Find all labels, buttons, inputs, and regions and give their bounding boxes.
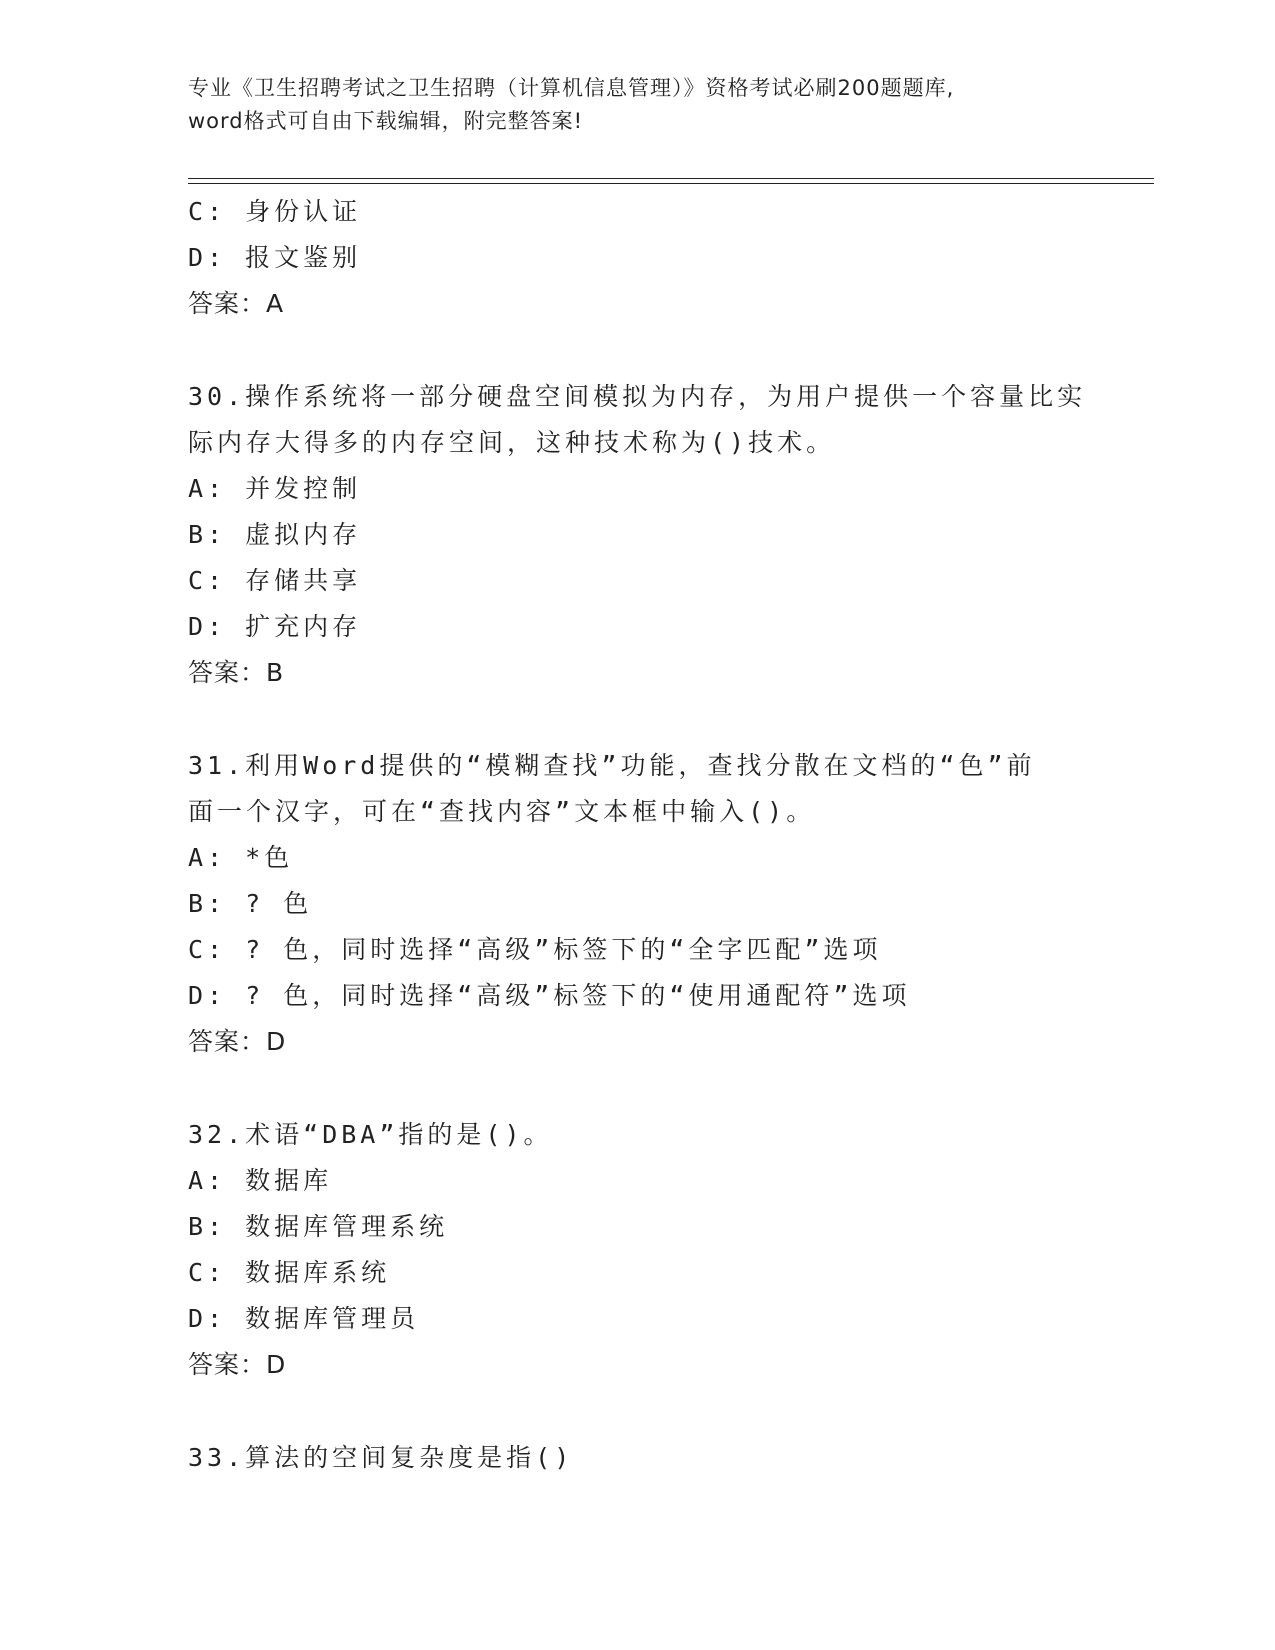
answer: 答案：D bbox=[188, 1350, 287, 1379]
option-c: C: ? 色，同时选择“高级”标签下的“全字匹配”选项 bbox=[188, 935, 882, 964]
header-divider-top bbox=[188, 178, 1154, 179]
spacer bbox=[188, 1388, 1148, 1435]
option-d: D: ? 色，同时选择“高级”标签下的“使用通配符”选项 bbox=[188, 981, 911, 1010]
spacer bbox=[188, 1065, 1148, 1112]
option-d: D: 数据库管理员 bbox=[188, 1304, 420, 1333]
option-a: A: 并发控制 bbox=[188, 474, 362, 503]
question-32 bbox=[188, 1112, 1148, 1388]
document-header bbox=[188, 72, 1088, 138]
question-29-tail bbox=[188, 189, 1148, 327]
option-c: C: 存储共享 bbox=[188, 566, 362, 595]
question-33 bbox=[188, 1435, 1148, 1481]
spacer bbox=[188, 327, 1148, 374]
header-divider-bottom bbox=[188, 183, 1154, 184]
option-a: A: *色 bbox=[188, 843, 294, 872]
header-title-line-1: 专业《卫生招聘考试之卫生招聘（计算机信息管理）》资格考试必刷200题题库, bbox=[188, 76, 955, 100]
answer: 答案：A bbox=[188, 289, 285, 318]
question-stem-line: 33.算法的空间复杂度是指() bbox=[188, 1443, 574, 1472]
option-c: C: 数据库系统 bbox=[188, 1258, 391, 1287]
answer: 答案：B bbox=[188, 658, 285, 687]
option-a: A: 数据库 bbox=[188, 1166, 333, 1195]
question-31 bbox=[188, 743, 1148, 1065]
option-c: C: 身份认证 bbox=[188, 197, 362, 226]
question-30 bbox=[188, 374, 1148, 696]
header-title-line-2: word格式可自由下载编辑，附完整答案! bbox=[188, 109, 584, 133]
question-stem-line: 面一个汉字，可在“查找内容”文本框中输入()。 bbox=[188, 797, 816, 826]
question-stem-line: 际内存大得多的内存空间，这种技术称为()技术。 bbox=[188, 428, 836, 457]
question-stem-line: 32.术语“DBA”指的是()。 bbox=[188, 1120, 553, 1149]
option-d: D: 扩充内存 bbox=[188, 612, 362, 641]
spacer bbox=[188, 696, 1148, 743]
option-d: D: 报文鉴别 bbox=[188, 243, 362, 272]
option-b: B: 虚拟内存 bbox=[188, 520, 362, 549]
question-stem-line: 31.利用Word提供的“模糊查找”功能，查找分散在文档的“色”前 bbox=[188, 751, 1036, 780]
option-b: B: ? 色 bbox=[188, 889, 313, 918]
option-b: B: 数据库管理系统 bbox=[188, 1212, 449, 1241]
question-stem-line: 30.操作系统将一部分硬盘空间模拟为内存，为用户提供一个容量比实 bbox=[188, 382, 1087, 411]
question-list bbox=[188, 189, 1148, 1481]
answer: 答案：D bbox=[188, 1027, 287, 1056]
